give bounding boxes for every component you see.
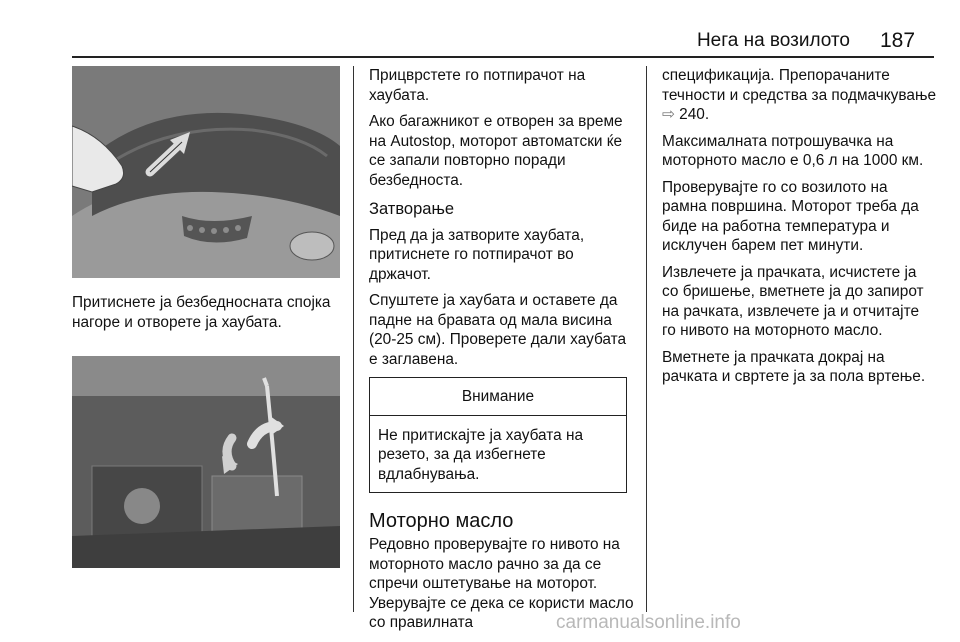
column-2 — [369, 66, 637, 640]
section-heading-engine-oil: Моторно масло — [369, 510, 514, 532]
paragraph: Извлечете ја прачката, исчистете ја со бришење, вметнете ја до запирот на рачката, извлечете ја и отчитајте го нивото на моторното масло. — [662, 263, 924, 339]
column-divider-2 — [646, 66, 647, 612]
watermark: carmanualsonline.info — [556, 612, 741, 633]
hood-open-illustration — [72, 66, 340, 278]
paragraph: Проверувајте го со возилото на рамна површина. Моторот треба да биде на работна температура и исклучен барем пет минути. — [662, 178, 919, 254]
paragraph: Пред да ја затворите хаубата, притиснете го потпирачот во држачот. — [369, 226, 585, 283]
paragraph: Вметнете ја прачката докрај на рачката и свртете ја за пола вртење. — [662, 348, 926, 385]
hood-support-illustration — [72, 356, 340, 568]
paragraph: Прицврстете го потпирачот на хаубата. — [369, 67, 586, 104]
warning-body: Не притискајте ја хаубата на резето, за да избегнете вдлабнувања. — [378, 426, 584, 483]
paragraph-text: спецификација. Препорачаните течности и средства за подмачкување — [662, 67, 937, 104]
warning-title: Внимание — [370, 378, 626, 416]
column-3 — [662, 66, 936, 394]
caption-hood-open: Притиснете ја безбедносната спојка нагоре и отворете ја хаубата. — [72, 294, 331, 331]
section-heading-closing: Затворање — [369, 200, 455, 218]
paragraph: Ако багажникот е отворен за време на Autostop, моторот автоматски ќе се запали повторно поради безбедноста. — [369, 113, 623, 189]
warning-box — [369, 377, 627, 493]
paragraph — [662, 66, 936, 125]
paragraph: Редовно проверувајте го нивото на моторното масло рачно за да се спречи оштетување на моторот. Уверувајте се дека се користи масло со правилната — [369, 536, 634, 631]
page-header-title: Нега на возилото — [696, 30, 850, 51]
page-number: 187 — [880, 29, 916, 52]
page-reference-number[interactable]: 240. — [674, 106, 710, 123]
paragraph: Спуштете ја хаубата и оставете да падне на бравата од мала висина (20-25 см). Проверете дали хаубата е заглавена. — [369, 292, 627, 368]
paragraph: Максималната потрошувачка на моторното масло е 0,6 л на 1000 км. — [662, 132, 924, 169]
header-rule — [72, 56, 934, 58]
page-reference-arrow-icon[interactable]: ⇨ — [662, 106, 675, 123]
column-divider-1 — [353, 66, 354, 612]
